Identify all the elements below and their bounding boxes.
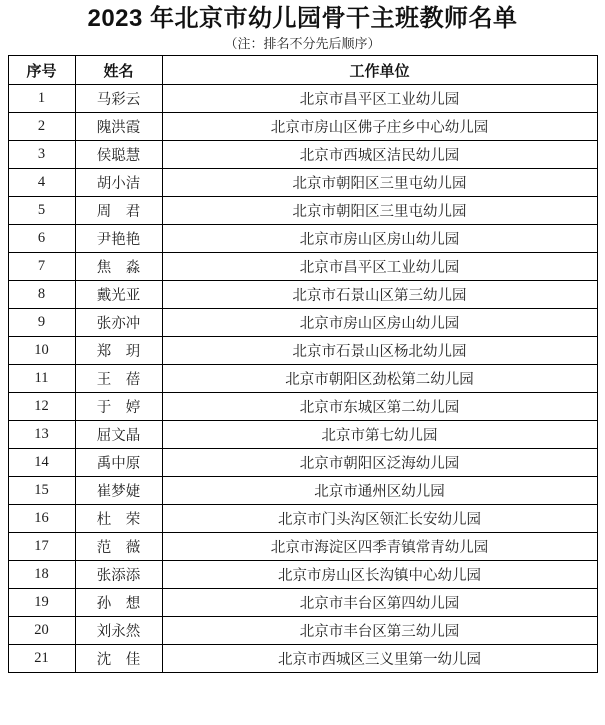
table-row xyxy=(8,337,597,365)
work-unit-cell: 北京市丰台区第三幼儿园 xyxy=(162,617,597,645)
table-row xyxy=(8,113,597,141)
table-row xyxy=(8,421,597,449)
teacher-name-cell: 侯聪慧 xyxy=(75,141,162,169)
row-number-cell: 5 xyxy=(8,197,75,225)
row-number-cell: 8 xyxy=(8,281,75,309)
work-unit-cell: 北京市朝阳区泛海幼儿园 xyxy=(162,449,597,477)
work-unit-cell: 北京市西城区三义里第一幼儿园 xyxy=(162,645,597,673)
table-row xyxy=(8,617,597,645)
teacher-name-cell: 禹中原 xyxy=(75,449,162,477)
row-number-cell: 16 xyxy=(8,505,75,533)
row-number-cell: 21 xyxy=(8,645,75,673)
work-unit-cell: 北京市朝阳区劲松第二幼儿园 xyxy=(162,365,597,393)
teacher-name-cell: 王 蓓 xyxy=(75,365,162,393)
teacher-name-cell: 马彩云 xyxy=(75,85,162,113)
work-unit-cell: 北京市房山区房山幼儿园 xyxy=(162,309,597,337)
table-row xyxy=(8,645,597,673)
teacher-roster-table xyxy=(8,55,598,673)
table-header-row xyxy=(8,56,597,85)
teacher-name-cell: 胡小洁 xyxy=(75,169,162,197)
table-row xyxy=(8,533,597,561)
teacher-name-cell: 郑 玥 xyxy=(75,337,162,365)
teacher-name-cell: 刘永然 xyxy=(75,617,162,645)
row-number-cell: 7 xyxy=(8,253,75,281)
row-number-cell: 14 xyxy=(8,449,75,477)
work-unit-cell: 北京市朝阳区三里屯幼儿园 xyxy=(162,197,597,225)
work-unit-cell: 北京市西城区洁民幼儿园 xyxy=(162,141,597,169)
table-row xyxy=(8,309,597,337)
row-number-cell: 2 xyxy=(8,113,75,141)
table-row xyxy=(8,253,597,281)
work-unit-cell: 北京市石景山区杨北幼儿园 xyxy=(162,337,597,365)
teacher-name-cell: 杜 荣 xyxy=(75,505,162,533)
row-number-cell: 10 xyxy=(8,337,75,365)
column-header-name: 姓名 xyxy=(75,56,162,85)
teacher-name-cell: 隗洪霞 xyxy=(75,113,162,141)
table-row xyxy=(8,197,597,225)
work-unit-cell: 北京市海淀区四季青镇常青幼儿园 xyxy=(162,533,597,561)
work-unit-cell: 北京市石景山区第三幼儿园 xyxy=(162,281,597,309)
page-note: （注：排名不分先后顺序） xyxy=(224,36,381,51)
row-number-cell: 12 xyxy=(8,393,75,421)
table-row xyxy=(8,85,597,113)
table-row xyxy=(8,225,597,253)
table-row xyxy=(8,393,597,421)
teacher-name-cell: 焦 淼 xyxy=(75,253,162,281)
work-unit-cell: 北京市东城区第二幼儿园 xyxy=(162,393,597,421)
row-number-cell: 4 xyxy=(8,169,75,197)
teacher-name-cell: 张亦冲 xyxy=(75,309,162,337)
teacher-name-cell: 周 君 xyxy=(75,197,162,225)
work-unit-cell: 北京市房山区长沟镇中心幼儿园 xyxy=(162,561,597,589)
row-number-cell: 1 xyxy=(8,85,75,113)
work-unit-cell: 北京市朝阳区三里屯幼儿园 xyxy=(162,169,597,197)
work-unit-cell: 北京市丰台区第四幼儿园 xyxy=(162,589,597,617)
row-number-cell: 13 xyxy=(8,421,75,449)
row-number-cell: 19 xyxy=(8,589,75,617)
column-header-no: 序号 xyxy=(8,56,75,85)
teacher-name-cell: 范 薇 xyxy=(75,533,162,561)
column-header-unit: 工作单位 xyxy=(162,56,597,85)
page-title: 2023 年北京市幼儿园骨干主班教师名单 xyxy=(87,5,518,32)
row-number-cell: 15 xyxy=(8,477,75,505)
table-row xyxy=(8,561,597,589)
row-number-cell: 18 xyxy=(8,561,75,589)
work-unit-cell: 北京市门头沟区领汇长安幼儿园 xyxy=(162,505,597,533)
row-number-cell: 11 xyxy=(8,365,75,393)
teacher-name-cell: 孙 想 xyxy=(75,589,162,617)
table-row xyxy=(8,449,597,477)
teacher-name-cell: 尹艳艳 xyxy=(75,225,162,253)
teacher-name-cell: 于 婷 xyxy=(75,393,162,421)
work-unit-cell: 北京市房山区佛子庄乡中心幼儿园 xyxy=(162,113,597,141)
table-row xyxy=(8,169,597,197)
row-number-cell: 3 xyxy=(8,141,75,169)
table-row xyxy=(8,141,597,169)
row-number-cell: 6 xyxy=(8,225,75,253)
teacher-name-cell: 张添添 xyxy=(75,561,162,589)
table-row xyxy=(8,589,597,617)
table-row xyxy=(8,505,597,533)
teacher-name-cell: 屈文晶 xyxy=(75,421,162,449)
work-unit-cell: 北京市房山区房山幼儿园 xyxy=(162,225,597,253)
table-row xyxy=(8,365,597,393)
row-number-cell: 20 xyxy=(8,617,75,645)
work-unit-cell: 北京市通州区幼儿园 xyxy=(162,477,597,505)
table-row xyxy=(8,281,597,309)
work-unit-cell: 北京市昌平区工业幼儿园 xyxy=(162,253,597,281)
teacher-name-cell: 沈 佳 xyxy=(75,645,162,673)
row-number-cell: 17 xyxy=(8,533,75,561)
teacher-name-cell: 崔梦婕 xyxy=(75,477,162,505)
teacher-table-body xyxy=(8,85,597,673)
row-number-cell: 9 xyxy=(8,309,75,337)
table-row xyxy=(8,477,597,505)
work-unit-cell: 北京市第七幼儿园 xyxy=(162,421,597,449)
teacher-name-cell: 戴光亚 xyxy=(75,281,162,309)
work-unit-cell: 北京市昌平区工业幼儿园 xyxy=(162,85,597,113)
